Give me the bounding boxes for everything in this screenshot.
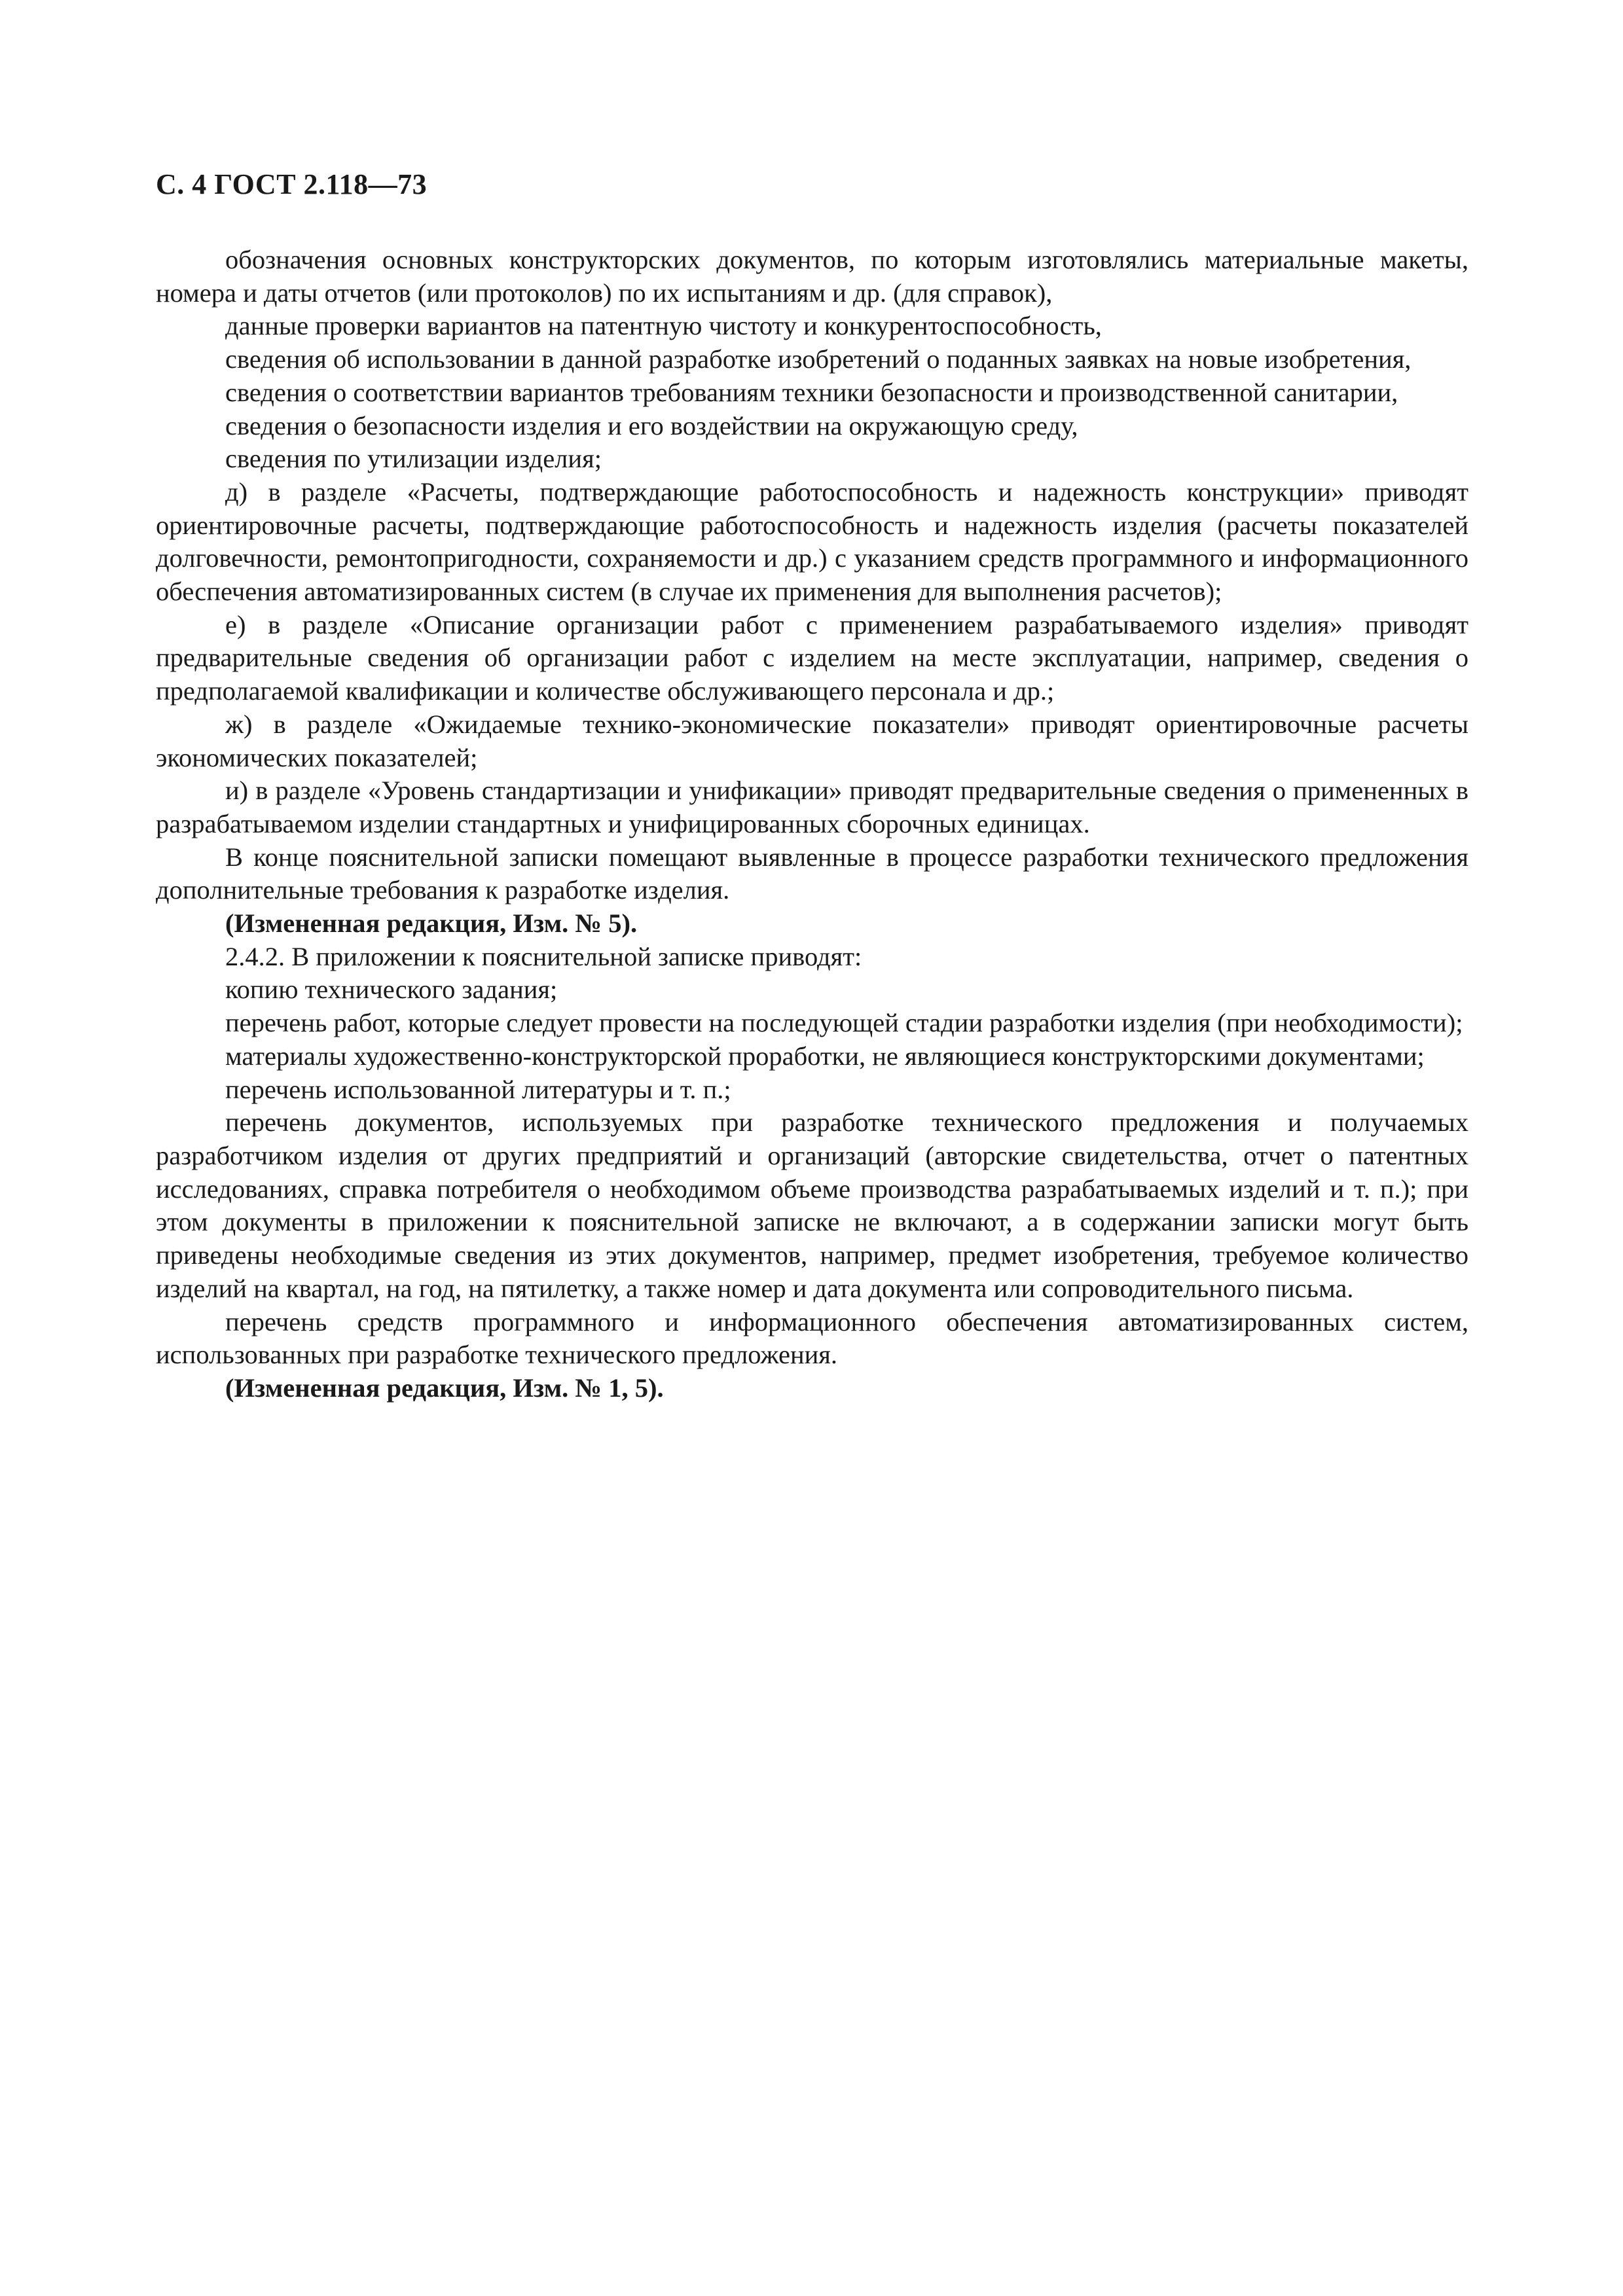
paragraph: данные проверки вариантов на патентную чистоту и конкурентоспособность, bbox=[225, 311, 1102, 341]
paragraph: перечень использованной литературы и т. п.; bbox=[225, 1074, 731, 1104]
amendment-note: (Измененная редакция, Изм. № 5). bbox=[225, 908, 638, 939]
paragraph: сведения о соответствии вариантов требованиям техники безопасности и производственной санитарии, bbox=[225, 377, 1398, 407]
paragraph: ж) в разделе «Ожидаемые технико-экономические показатели» приводят ориентировочные расчеты экономических показателей; bbox=[156, 709, 1468, 772]
paragraph: обозначения основных конструкторских документов, по которым изготовлялись материальные макеты, номера и даты отчетов (или протоколов) по их испытаниям и др. (для справок), bbox=[156, 245, 1468, 308]
paragraph: 2.4.2. В приложении к пояснительной записке приводят: bbox=[225, 941, 862, 971]
paragraph: перечень документов, используемых при разработке технического предложения и получаемых разработчиком изделия от других предприятий и организаций (авторские свидетельства, отчет о патентных исследованиях, справка потребителя о необходимом объеме производства разрабатываемых изделий и т. п.); при этом документы в приложении к пояснительной записке не включают, а в содержании записки могут быть приведены необходимые сведения из этих документов, например, предмет изобретения, требуемое количество изделий на квартал, на год, на пятилетку, а также номер и дата документа или сопроводительного письма. bbox=[156, 1107, 1468, 1303]
paragraph: перечень средств программного и информационного обеспечения автоматизированных систем, использованных при разработке технического предложения. bbox=[156, 1306, 1468, 1370]
document-body bbox=[156, 243, 1468, 1405]
paragraph: материалы художественно-конструкторской проработки, не являющиеся конструкторскими документами; bbox=[225, 1041, 1425, 1071]
amendment-note: (Измененная редакция, Изм. № 1, 5). bbox=[225, 1372, 664, 1403]
paragraph: перечень работ, которые следует провести на последующей стадии разработки изделия (при необходимости); bbox=[225, 1008, 1463, 1038]
paragraph: и) в разделе «Уровень стандартизации и унификации» приводят предварительные сведения о примененных в разрабатываемом изделии стандартных и унифицированных сборочных единицах. bbox=[156, 776, 1468, 838]
paragraph: сведения по утилизации изделия; bbox=[225, 444, 602, 474]
paragraph: д) в разделе «Расчеты, подтверждающие работоспособность и надежность конструкции» приводят ориентировочные расчеты, подтверждающие работоспособность и надежность изделия (расчеты показателей долговечности, ремонтопригодности, сохраняемости и др.) с указанием средств программного и информационного обеспечения автоматизированных систем (в случае их применения для выполнения расчетов); bbox=[156, 476, 1468, 607]
paragraph: В конце пояснительной записки помещают выявленные в процессе разработки технического предложения дополнительные требования к разработке изделия. bbox=[156, 842, 1468, 905]
paragraph: копию технического задания; bbox=[225, 975, 558, 1005]
paragraph: е) в разделе «Описание организации работ с применением разрабатываемого изделия» приводят предварительные сведения об организации работ с изделием на месте эксплуатации, например, сведения о предполагаемой квалификации и количестве обслуживающего персонала и др.; bbox=[156, 609, 1468, 706]
paragraph: сведения о безопасности изделия и его воздействии на окружающую среду, bbox=[225, 410, 1078, 440]
page-header: С. 4 ГОСТ 2.118—73 bbox=[156, 168, 428, 200]
paragraph: сведения об использовании в данной разработке изобретений о поданных заявках на новые изобретения, bbox=[225, 344, 1412, 374]
